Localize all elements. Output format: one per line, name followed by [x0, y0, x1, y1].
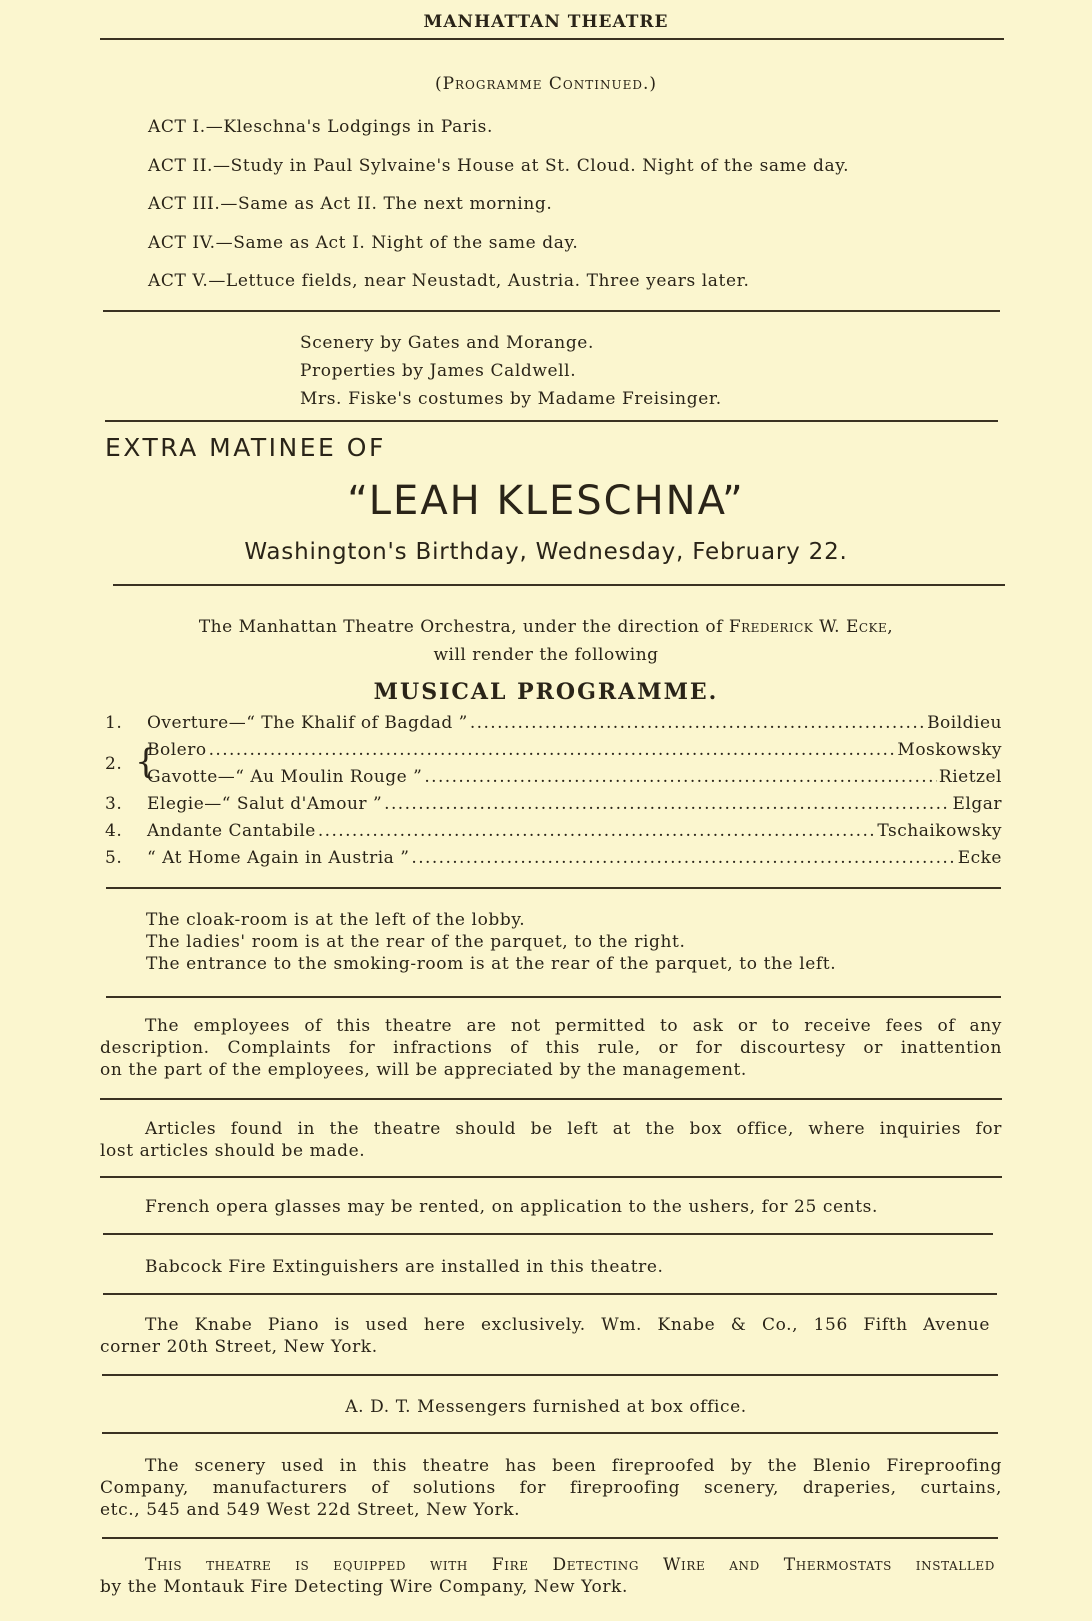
music-item-composer: Boildieu	[927, 713, 1002, 733]
divider	[103, 1233, 993, 1235]
notice-line: Company, manufacturers of solutions for fireproofing scenery, draperies, curtains,	[100, 1478, 1002, 1498]
music-item-composer: Elgar	[952, 794, 1002, 814]
notice-line: on the part of the employees, will be appreciated by the management.	[100, 1060, 747, 1080]
credits-properties: Properties by James Caldwell.	[300, 361, 577, 381]
matinee-heading: EXTRA MATINEE OF	[105, 433, 386, 462]
music-item-title: Andante Cantabile	[147, 821, 316, 841]
notice-line: Articles found in the theatre should be left at the box office, where inquiries for	[145, 1119, 1002, 1139]
divider	[105, 420, 998, 422]
leader-dots	[424, 767, 937, 787]
act-1: ACT I.—Kleschna's Lodgings in Paris.	[148, 117, 493, 137]
act-4: ACT IV.—Same as Act I. Night of the same day.	[148, 233, 579, 253]
notice-line: The ladies' room is at the rear of the parquet, to the right.	[146, 932, 686, 952]
divider	[102, 1537, 998, 1539]
music-item-number: 2.	[105, 754, 123, 774]
music-item-composer: Moskowsky	[897, 740, 1002, 760]
notice-line: by the Montauk Fire Detecting Wire Company, New York.	[100, 1577, 628, 1597]
orchestra-intro	[0, 617, 1092, 637]
musical-programme-heading: MUSICAL PROGRAMME.	[373, 679, 719, 705]
leader-dots	[384, 794, 950, 814]
music-item-title: Elegie—“ Salut d'Amour ”	[147, 794, 383, 814]
divider	[113, 584, 1005, 586]
leader-dots	[318, 821, 876, 841]
leader-dots	[209, 740, 896, 760]
music-item-title: Gavotte—“ Au Moulin Rouge ”	[147, 767, 423, 787]
orchestra-intro-text: The Manhattan Theatre Orchestra, under the direction of	[198, 617, 729, 637]
credits-costumes: Mrs. Fiske's costumes by Madame Freisinger.	[300, 389, 722, 409]
music-item-composer: Tschaikowsky	[877, 821, 1002, 841]
music-item	[105, 740, 1002, 774]
opera-glasses-notice: French opera glasses may be rented, on application to the ushers, for 25 cents.	[145, 1197, 878, 1217]
programme-continued-label: (Programme Continued.)	[434, 74, 658, 94]
music-item-number: 3.	[105, 794, 123, 814]
music-item	[105, 794, 1002, 820]
notice-line: etc., 545 and 549 West 22d Street, New York.	[100, 1500, 521, 1520]
notice-line: The scenery used in this theatre has been fireproofed by the Blenio Fireproofing	[145, 1456, 1002, 1476]
music-item-title: Bolero	[147, 740, 207, 760]
leader-dots	[411, 848, 955, 868]
notice-line: The Knabe Piano is used here exclusively. Wm. Knabe & Co., 156 Fifth Avenue	[145, 1315, 990, 1335]
act-5: ACT V.—Lettuce fields, near Neustadt, Austria. Three years later.	[148, 271, 750, 291]
music-item-composer: Ecke	[957, 848, 1002, 868]
divider	[103, 1293, 997, 1295]
music-item-title: Overture—“ The Khalif of Bagdad ”	[147, 713, 468, 733]
music-item-composer: Rietzel	[938, 767, 1002, 787]
employees-notice	[100, 1015, 1002, 1081]
music-item	[105, 713, 1002, 739]
music-item-number: 4.	[105, 821, 123, 841]
divider	[106, 996, 1001, 998]
header-title: MANHATTAN THEATRE	[423, 12, 669, 32]
orchestra-intro-line2: will render the following	[433, 645, 659, 665]
music-item	[105, 821, 1002, 847]
messengers-notice: A. D. T. Messengers furnished at box office.	[345, 1397, 747, 1417]
notice-line: This theatre is equipped with Fire Detecting Wire and Thermostats installed	[145, 1555, 995, 1575]
extinguishers-notice: Babcock Fire Extinguishers are installed in this theatre.	[145, 1257, 664, 1277]
credits-scenery: Scenery by Gates and Morange.	[300, 333, 594, 353]
facilities-notice	[146, 909, 836, 975]
music-item-title: “ At Home Again in Austria ”	[147, 848, 410, 868]
music-item-number: 1.	[105, 713, 123, 733]
notice-line: corner 20th Street, New York.	[100, 1337, 378, 1357]
conductor-name: Frederick W. Ecke,	[728, 617, 894, 637]
lost-articles-notice	[100, 1118, 1002, 1162]
music-item-number: 5.	[105, 848, 123, 868]
divider	[102, 1374, 998, 1376]
header-rule	[100, 38, 1004, 40]
act-2: ACT II.—Study in Paul Sylvaine's House at St. Cloud. Night of the same day.	[148, 156, 850, 176]
music-item	[105, 767, 1002, 793]
matinee-title: “LEAH KLESCHNA”	[347, 478, 745, 524]
leader-dots	[470, 713, 925, 733]
divider	[100, 1098, 1002, 1100]
fire-wire-notice	[100, 1554, 995, 1598]
divider	[103, 310, 1000, 312]
divider	[106, 887, 1001, 889]
notice-line: The employees of this theatre are not permitted to ask or to receive fees of any	[145, 1016, 1002, 1036]
notice-line: description. Complaints for infractions of this rule, or for discourtesy or inattention	[100, 1038, 1002, 1058]
notice-line: The cloak-room is at the left of the lobby.	[146, 910, 526, 930]
music-item	[105, 848, 1002, 874]
divider	[102, 1432, 998, 1434]
piano-notice	[100, 1314, 990, 1358]
brace-mark: {	[135, 742, 157, 782]
notice-line: The entrance to the smoking-room is at the rear of the parquet, to the left.	[146, 954, 837, 974]
notice-line: lost articles should be made.	[100, 1141, 366, 1161]
divider	[100, 1176, 1002, 1178]
act-3: ACT III.—Same as Act II. The next morning.	[148, 194, 553, 214]
fireproofing-notice	[100, 1455, 1002, 1521]
matinee-date: Washington's Birthday, Wednesday, February 22.	[244, 539, 848, 565]
